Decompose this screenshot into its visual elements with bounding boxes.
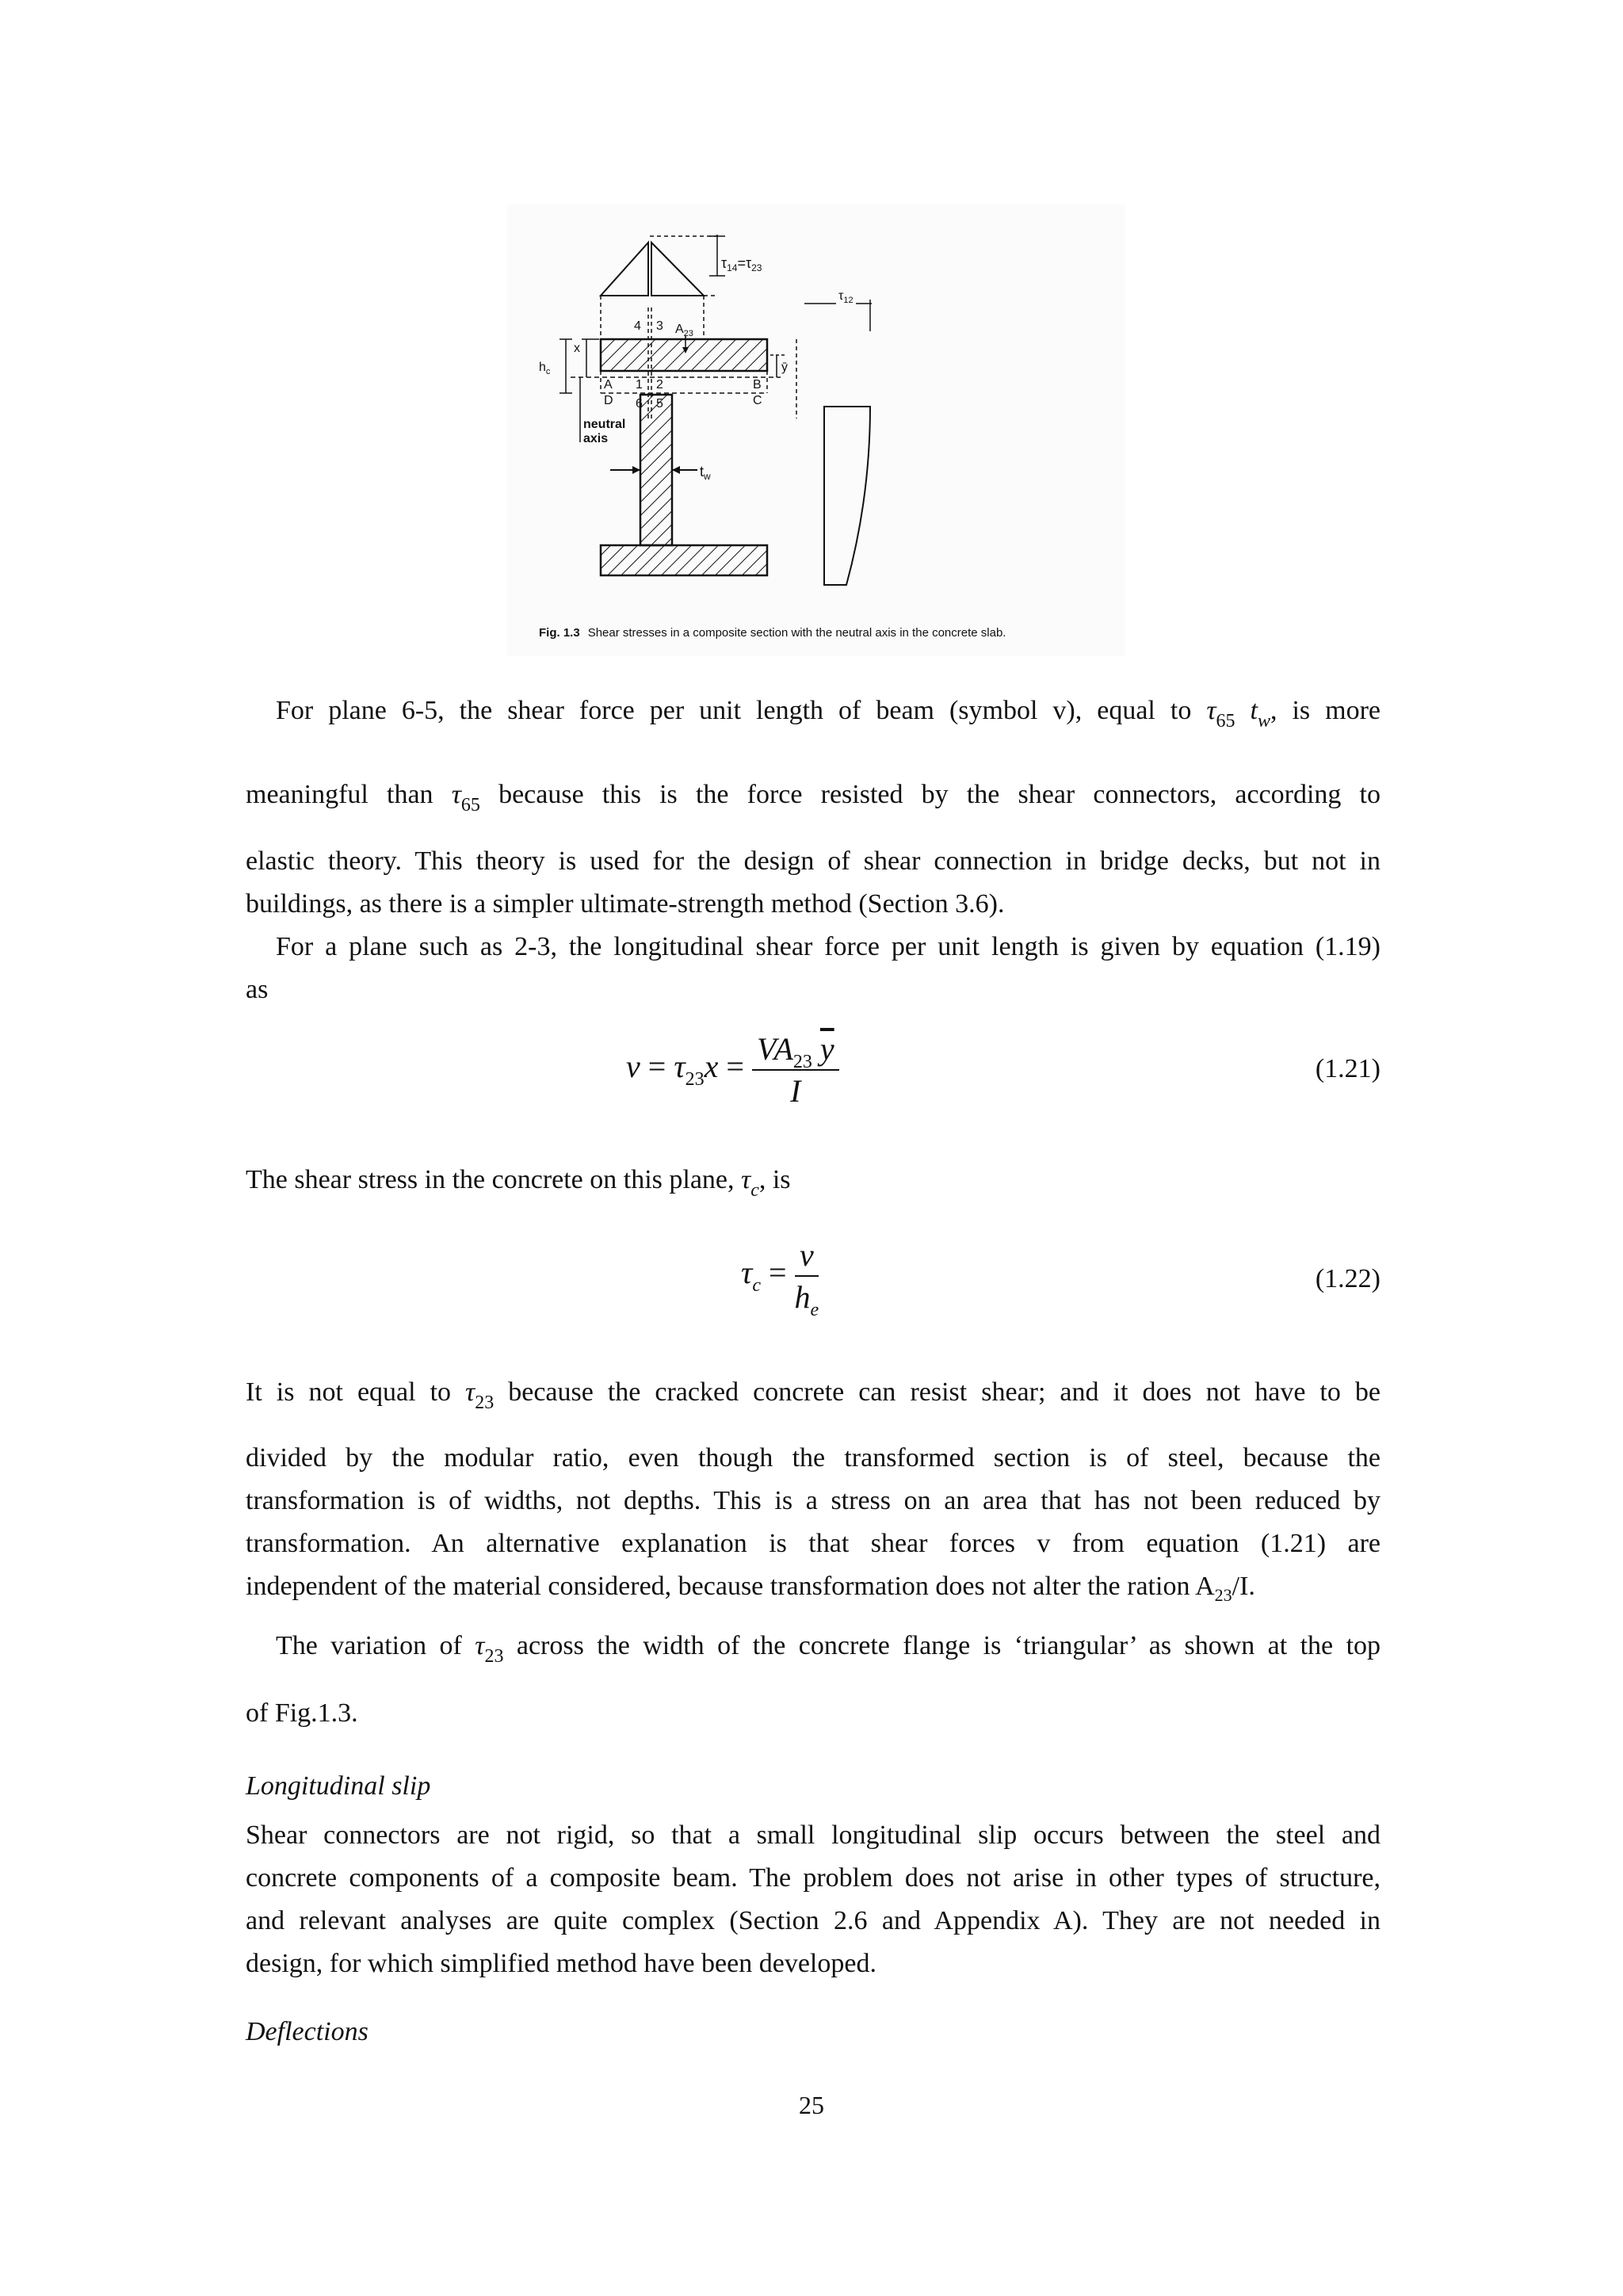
paragraph-6-line-4: design, for which simplified method have been developed. bbox=[246, 1949, 876, 1978]
tau65-symbol: $\tau_{65}$ bbox=[451, 780, 480, 816]
hc-label: h bbox=[539, 361, 546, 374]
paragraph-1-line-4: buildings, as there is a simpler ultimate-strength method (Section 3.6). bbox=[246, 889, 1005, 919]
steel-bottom-flange bbox=[601, 545, 767, 575]
tau14-label: τ bbox=[721, 255, 727, 271]
axis-label: axis bbox=[583, 432, 609, 445]
tau-c-symbol: $\tau_c$ bbox=[741, 1165, 759, 1201]
svg-text:A23 bbox=[675, 323, 693, 338]
point-2-label: 2 bbox=[656, 378, 663, 392]
tau12-sub: 12 bbox=[843, 296, 854, 305]
svg-text:τ12 bbox=[838, 289, 854, 305]
tau23-sub: 23 bbox=[751, 262, 762, 273]
point-3-label: 3 bbox=[656, 319, 663, 333]
paragraph-1-line-3: elastic theory. This theory is used for the design of shear connection in bridge decks, but not in bbox=[246, 846, 1381, 876]
shear-stress-profile bbox=[824, 407, 870, 585]
svg-text:hc bbox=[539, 361, 551, 376]
paragraph-2-line-1: For a plane such as 2-3, the longitudinal shear force per unit length is given by equation (1.19) bbox=[276, 932, 1381, 961]
svg-text:Fig. 1.3Shear stresses in a co bbox=[539, 626, 1006, 640]
tw-sub: w bbox=[704, 471, 711, 482]
stress-triangle-right bbox=[651, 243, 704, 296]
paragraph-4-line-3: transformation is of widths, not depths. This is a stress on an area that has not been reduced by bbox=[246, 1486, 1381, 1515]
point-c-label: C bbox=[753, 394, 762, 407]
tau12-label: τ bbox=[838, 289, 844, 303]
equation-1-21-number: (1.21) bbox=[1315, 1054, 1381, 1083]
figure-caption-text: Shear stresses in a composite section with the neutral axis in the concrete slab. bbox=[587, 626, 1006, 640]
tau23-label: =τ bbox=[737, 255, 752, 271]
tau65-tw-expression: $\tau_{65}$ $t_w$ bbox=[1206, 696, 1270, 732]
point-4-label: 4 bbox=[634, 319, 641, 333]
steel-web bbox=[640, 395, 672, 545]
paragraph-6-line-3: and relevant analyses are quite complex (Section 2.6 and Appendix A). They are not needed in bbox=[246, 1906, 1381, 1935]
stress-triangle-left bbox=[601, 243, 648, 296]
hc-sub: c bbox=[545, 367, 551, 376]
page-number: 25 bbox=[799, 2091, 824, 2119]
paragraph-4-line-4: transformation. An alternative explanation is that shear forces v from equation (1.21) are bbox=[246, 1529, 1381, 1558]
tau23-symbol-2: $\tau_{23}$ bbox=[475, 1631, 504, 1667]
tw-label: t bbox=[700, 464, 705, 479]
equation-1-21: $v = \tau_{23}x$ = $\frac{VA_{23} \overline{y}}{I}$ bbox=[626, 1030, 839, 1110]
paragraph-4-line-1: It is not equal to $\tau_{23}$ because the cracked concrete can resist shear; and it does not have to be bbox=[246, 1377, 1381, 1413]
x-label: x bbox=[574, 342, 580, 355]
concrete-slab bbox=[601, 339, 767, 371]
heading-deflections: Deflections bbox=[246, 2017, 369, 2046]
paragraph-5-line-2: of Fig.1.3. bbox=[246, 1698, 358, 1728]
figure-1-3 bbox=[507, 204, 1125, 656]
point-5-label: 5 bbox=[656, 397, 663, 411]
tau14-sub: 14 bbox=[727, 262, 738, 273]
paragraph-1-line-1: For plane 6-5, the shear force per unit length of beam (symbol v), equal to $\tau_{65}$ $t_w$, is more bbox=[276, 696, 1381, 732]
paragraph-2-line-2: as bbox=[246, 975, 269, 1004]
point-a-label: A bbox=[604, 378, 613, 392]
point-d-label: D bbox=[604, 394, 613, 407]
neutral-label: neutral bbox=[583, 418, 626, 431]
paragraph-3: The shear stress in the concrete on this plane, $\tau_c$, is bbox=[246, 1165, 791, 1201]
svg-text:tw bbox=[700, 464, 711, 482]
equation-1-22: $\tau_c$ = $\frac{v}{h_e}$ bbox=[741, 1237, 819, 1320]
composite-section-diagram bbox=[507, 204, 1125, 656]
paragraph-4-line-5: independent of the material considered, because transformation does not alter the ration $A_{23}/I$. bbox=[246, 1572, 1255, 1605]
point-6-label: 6 bbox=[636, 397, 643, 411]
paragraph-4-line-2: divided by the modular ratio, even though the transformed section is of steel, because the bbox=[246, 1443, 1381, 1473]
tau23-symbol: $\tau_{23}$ bbox=[465, 1377, 495, 1413]
a23-sub: 23 bbox=[683, 329, 693, 338]
equation-1-22-number: (1.22) bbox=[1315, 1264, 1381, 1293]
paragraph-1-line-2: meaningful than $\tau_{65}$ because this is the force resisted by the shear connectors, according to bbox=[246, 780, 1381, 816]
point-1-label: 1 bbox=[636, 378, 643, 392]
ybar-label: ȳ bbox=[781, 361, 788, 374]
point-b-label: B bbox=[753, 378, 762, 392]
svg-text:τ14=τ23 bbox=[721, 255, 762, 273]
heading-longitudinal-slip: Longitudinal slip bbox=[246, 1771, 431, 1801]
paragraph-6-line-2: concrete components of a composite beam. The problem does not arise in other types of structure, bbox=[246, 1863, 1381, 1893]
figure-caption-label: Fig. 1.3 bbox=[539, 626, 580, 640]
a23-label: A bbox=[675, 323, 684, 336]
paragraph-6-line-1: Shear connectors are not rigid, so that a small longitudinal slip occurs between the steel and bbox=[246, 1820, 1381, 1850]
paragraph-5-line-1: The variation of $\tau_{23}$ across the width of the concrete flange is ‘triangular’ as shown at the top bbox=[276, 1631, 1381, 1667]
